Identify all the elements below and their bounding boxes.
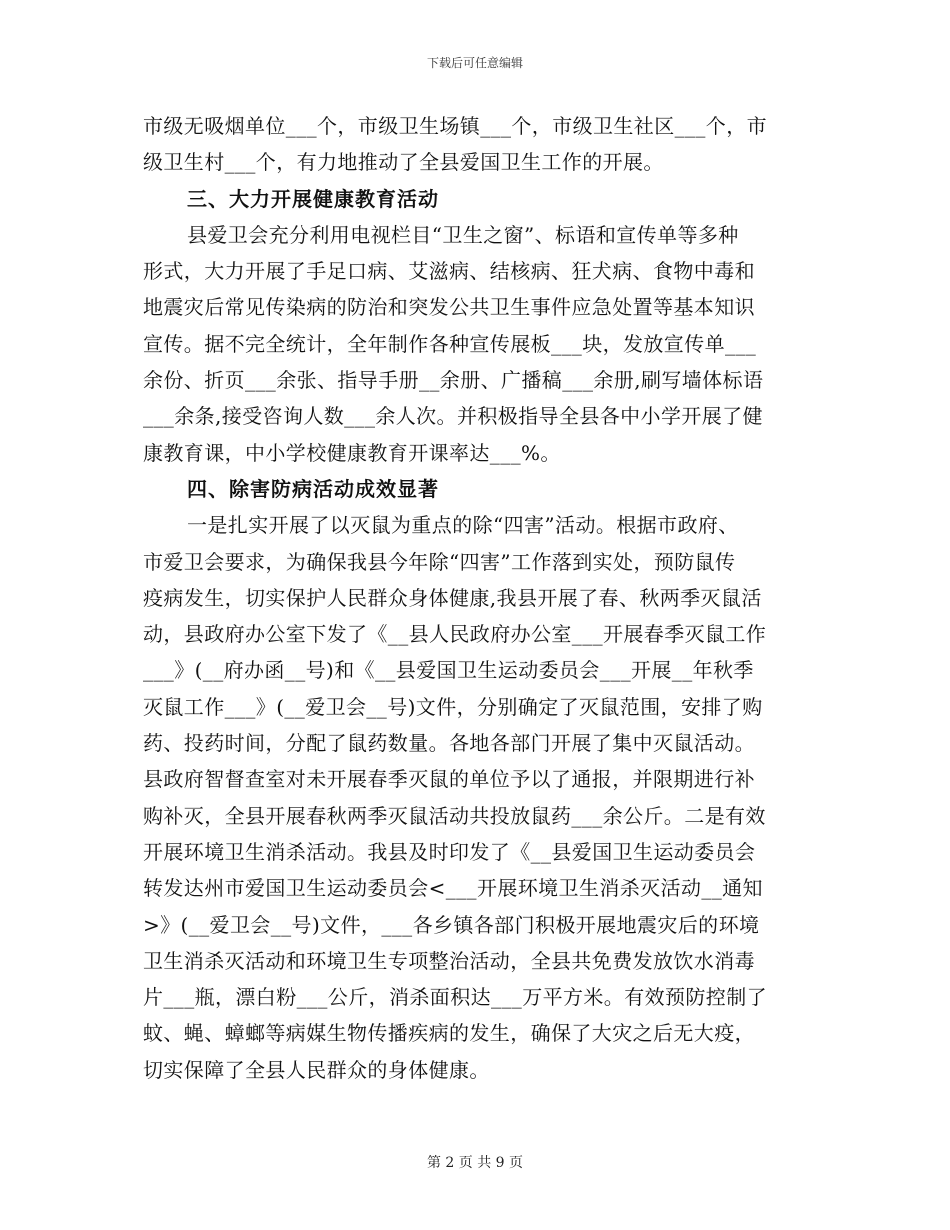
text-line: 动，县政府办公室下发了《__县人民政府办公室___开展春季灭鼠工作 <box>143 622 767 647</box>
text-line: 级卫生村___个，有力地推动了全县爱国卫生工作的开展。 <box>143 150 664 175</box>
text-line: 县政府智督查室对未开展春季灭鼠的单位予以了通报，并限期进行补 <box>143 767 755 792</box>
text-line: 形式，大力开展了手足口病、艾滋病、结核病、狂犬病、食物中毒和 <box>143 259 755 284</box>
text-line: 一是扎实开展了以灭鼠为重点的除“四害”活动。根据市政府、 <box>187 513 739 538</box>
text-line: >》(__爱卫会__号)文件，___各乡镇各部门积极开展地震灾后的环境 <box>143 912 760 937</box>
text-line: 购补灭，全县开展春秋两季灭鼠活动共投放鼠药___余公斤。二是有效 <box>143 803 766 828</box>
text-line: 灭鼠工作___》(__爱卫会__号)文件，分别确定了灭鼠范围，安排了购 <box>143 694 763 719</box>
page-number: 第 2 页 共 9 页 <box>426 1155 524 1171</box>
text-line: 市级无吸烟单位___个，市级卫生场镇___个，市级卫生社区___个，市 <box>143 114 767 138</box>
text-line: 县爱卫会充分利用电视栏目“卫生之窗”、标语和宣传单等多种 <box>187 222 739 247</box>
text-line: 药、投药时间，分配了鼠药数量。各地各部门开展了集中灭鼠活动。 <box>143 731 755 756</box>
text-line: ___》(__府办函__号)和《__县爱国卫生运动委员会___开展__年秋季 <box>143 658 754 683</box>
text-line: 卫生消杀灭活动和环境卫生专项整治活动，全县共免费发放饮水消毒 <box>143 948 755 973</box>
body-text <box>143 108 805 1088</box>
section-heading-3: 三、大力开展健康教育活动 <box>187 186 439 211</box>
text-line: 蚊、蝇、蟑螂等病媒生物传播疾病的发生，确保了大灾之后无大疫， <box>143 1021 755 1046</box>
text-line: 疫病发生，切实保护人民群众身体健康,我县开展了春、秋两季灭鼠活 <box>143 585 762 610</box>
text-line: 地震灾后常见传染病的防治和突发公共卫生事件应急处置等基本知识 <box>143 295 755 320</box>
text-line: 市爱卫会要求，为确保我县今年除“四害”工作落到实处，预防鼠传 <box>143 549 736 574</box>
text-line: 片___瓶，漂白粉___公斤，消杀面积达___万平方米。有效预防控制了 <box>143 985 767 1010</box>
text-line: 宣传。据不完全统计，全年制作各种宣传展板___块，发放宣传单___ <box>143 331 757 356</box>
text-line: 切实保障了全县人民群众的身体健康。 <box>143 1057 490 1082</box>
section-heading-4: 四、除害防病活动成效显著 <box>187 476 439 501</box>
text-line: 开展环境卫生消杀活动。我县及时印发了《__县爱国卫生运动委员会 <box>143 839 756 864</box>
text-line: 康教育课，中小学校健康教育开课率达___%。 <box>143 440 561 465</box>
text-line: 余份、折页___余张、指导手册__余册、广播稿___余册,刷写墙体标语 <box>143 368 764 393</box>
text-line: ___余条,接受咨询人数___余人次。并积极指导全县各中小学开展了健 <box>143 404 763 429</box>
text-line: 转发达州市爱国卫生运动委员会<___开展环境卫生消杀灭活动__通知 <box>143 876 763 901</box>
header-note: 下载后可任意编辑 <box>426 56 523 70</box>
